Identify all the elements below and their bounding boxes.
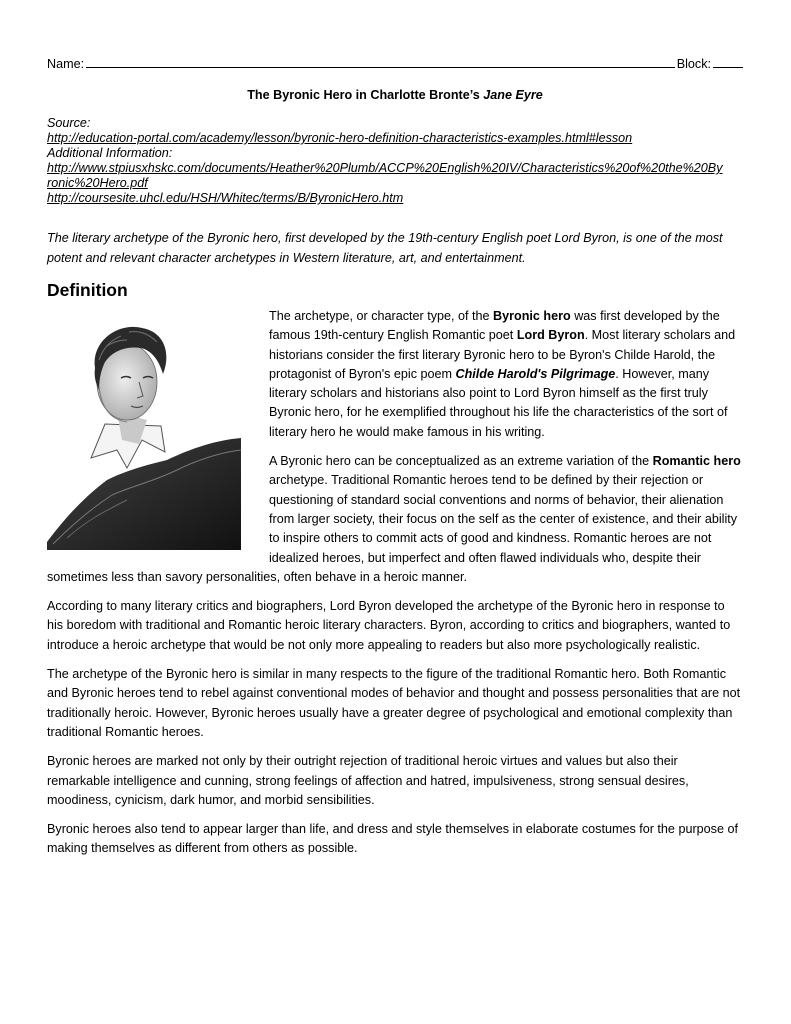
title-prefix: The Byronic Hero in Charlotte Bronte’s bbox=[247, 88, 484, 102]
block-label: Block: bbox=[676, 57, 711, 71]
block-field[interactable] bbox=[713, 66, 743, 68]
paragraph-5: Byronic heroes are marked not only by their outright rejection of traditional heroic virtues and values but also their remarkable intelligence and cunning, strong feelings of affection and hatred, impulsiveness, strong sensual desires, moodiness, cynicism, dark humor, and morbid sensibilities. bbox=[47, 754, 689, 807]
term-lord-byron: Lord Byron bbox=[516, 328, 585, 343]
name-block-line bbox=[47, 55, 743, 71]
additional-link-1-cont[interactable]: ronic%20Hero.pdf bbox=[47, 176, 148, 190]
document-title bbox=[47, 88, 743, 102]
name-field[interactable] bbox=[86, 66, 675, 68]
paragraph-1: The archetype, or character type, of the Byronic hero was first developed by the famous 19th-century English Romantic poet Lord Byron. Most literary scholars and historians consider the first literary Byronic hero to be Byron's Childe Harold, the protagonist of Byron's epic poem Childe Harold's Pilgrimage. However, many literary scholars and historians also point to Lord Byron himself as the first truly Byronic hero, for he exemplified throughout his life the characteristics of the sort of literary hero he would make famous in his writing. bbox=[269, 309, 736, 439]
additional-link-2[interactable]: http://coursesite.uhcl.edu/HSH/Whitec/terms/B/ByronicHero.htm bbox=[47, 191, 404, 205]
term-childe-harold: Childe Harold's Pilgrimage bbox=[455, 366, 616, 381]
additional-link-1[interactable]: http://www.stpiusxhskc.com/documents/Heather%20Plumb/ACCP%20English%20IV/Characteristics%20of%20the%20By bbox=[47, 161, 723, 175]
additional-label: Additional Information: bbox=[47, 146, 173, 160]
paragraph-2: A Byronic hero can be conceptualized as an extreme variation of the Romantic hero archetype. Traditional Romantic heroes tend to be defined by their rejection or questioning of standard social conventions and norms of behavior, their alienation from larger society, their focus on the self as the center of existence, and their ability to inspire others to commit acts of good and kindness. Romantic heroes are not idealized heroes, but imperfect and often flawed individuals who, despite their sometimes less than savory personalities, often behave in a heroic manner. bbox=[47, 454, 741, 584]
definition-heading: Definition bbox=[47, 280, 128, 300]
paragraph-3: According to many literary critics and biographers, Lord Byron developed the archetype of the Byronic hero in response to his boredom with traditional and Romantic heroic literary characters. Byron, according to critics and biographers, wanted to introduce a heroic archetype that would be not only more appealing to readers but also more psychologically realistic. bbox=[47, 599, 731, 652]
paragraph-4: The archetype of the Byronic hero is similar in many respects to the figure of the traditional Romantic hero. Both Romantic and Byronic heroes tend to rebel against conventional modes of behavior and thought and possess personalities that are not traditionally heroic. However, Byronic heroes usually have a greater degree of psychological and emotional complexity than traditional Romantic heroes. bbox=[47, 667, 741, 739]
definition-body bbox=[47, 307, 743, 869]
paragraph-6: Byronic heroes also tend to appear larger than life, and dress and style themselves in elaborate costumes for the purpose of making themselves as different from others as possible. bbox=[47, 822, 738, 856]
sources-block bbox=[47, 116, 747, 206]
name-label: Name: bbox=[47, 57, 85, 71]
term-byronic-hero: Byronic hero bbox=[493, 309, 571, 323]
term-romantic-hero: Romantic hero bbox=[652, 454, 741, 469]
source-link[interactable]: http://education-portal.com/academy/lesson/byronic-hero-definition-characteristics-examples.html#lesson bbox=[47, 131, 633, 145]
source-label: Source: bbox=[47, 116, 91, 130]
title-book: Jane Eyre bbox=[483, 88, 543, 102]
intro-paragraph: The literary archetype of the Byronic hero, first developed by the 19th-century English poet Lord Byron, is one of the most potent and relevant character archetypes in Western literature, art, and entertainment. bbox=[47, 231, 723, 265]
